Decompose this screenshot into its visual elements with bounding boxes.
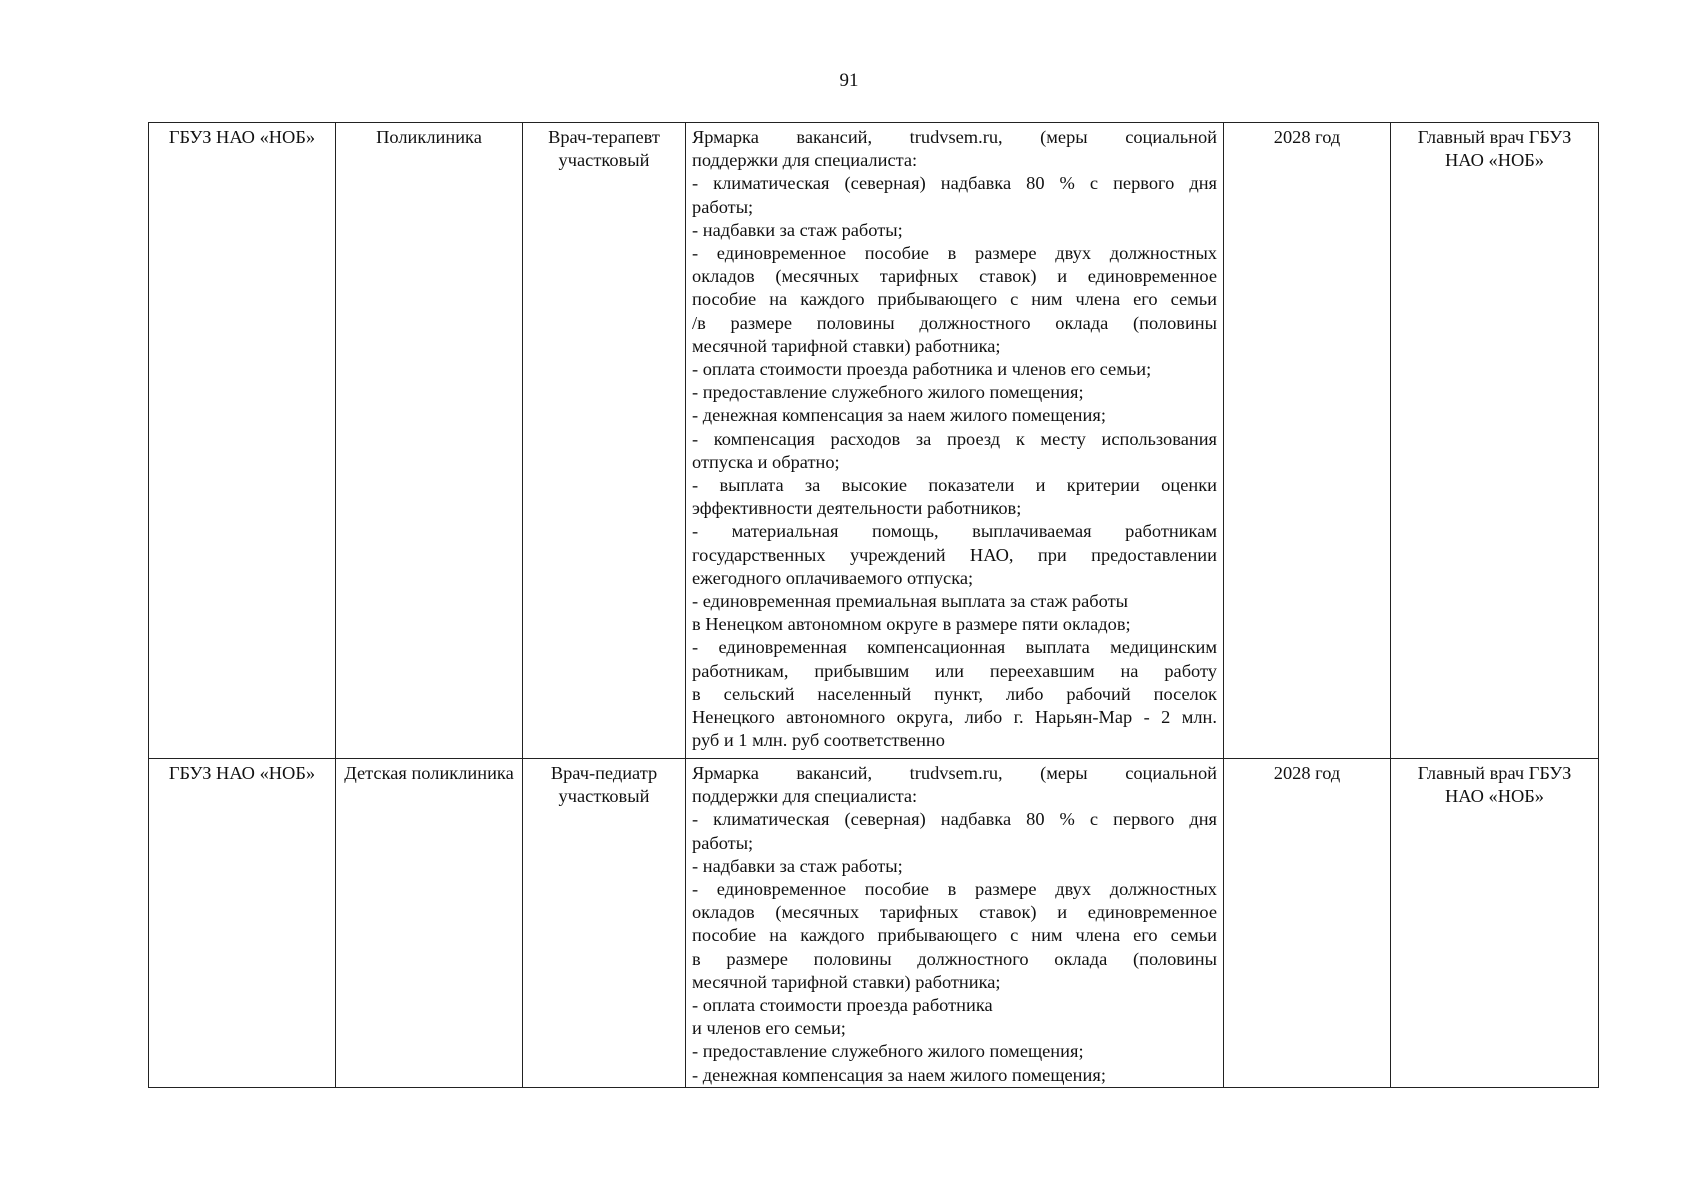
measure-line: - предоставление служебного жилого помещения; bbox=[692, 382, 1084, 403]
measure-line: - денежная компенсация за наем жилого помещения; bbox=[692, 405, 1106, 426]
measure-line: государственных учреждений НАО, при предоставлении bbox=[692, 544, 1217, 565]
measure-line: поддержки для специалиста: bbox=[692, 150, 918, 171]
measure-line: работы; bbox=[692, 196, 754, 217]
department-text: Поликлиника bbox=[376, 127, 482, 147]
organization-cell bbox=[149, 123, 336, 759]
measure-line: Ненецкого автономного округа, либо г. Нарьян-Мар - 2 млн. bbox=[692, 707, 1217, 728]
deadline-text: 2028 год bbox=[1273, 763, 1341, 783]
measures-cell bbox=[686, 123, 1224, 759]
measure-line: месячной тарифной ставки) работника; bbox=[692, 971, 1001, 992]
measure-line: - надбавки за стаж работы; bbox=[692, 219, 903, 240]
department-cell bbox=[336, 759, 523, 1088]
measure-line: - предоставление служебного жилого помещения; bbox=[692, 1041, 1084, 1062]
position-text: Врач-терапевт участковый bbox=[548, 127, 660, 171]
measure-line: - климатическая (северная) надбавка 80 % с первого дня bbox=[692, 173, 1217, 194]
measure-line: - оплата стоимости проезда работника и членов его семьи; bbox=[692, 359, 1152, 380]
measure-line: - материальная помощь, выплачиваемая работникам bbox=[692, 521, 1217, 542]
measure-line: руб и 1 млн. руб соответственно bbox=[692, 730, 945, 751]
deadline-text: 2028 год bbox=[1273, 127, 1341, 147]
measure-line: - компенсация расходов за проезд к месту использования bbox=[692, 428, 1217, 449]
measure-line: пособие на каждого прибывающего с ним члена его семьи bbox=[692, 925, 1217, 946]
position-text: Врач-педиатр участковый bbox=[550, 763, 658, 807]
responsible-cell bbox=[1391, 123, 1599, 759]
responsible-text: Главный врач ГБУЗ НАО «НОБ» bbox=[1417, 127, 1572, 171]
measures-table bbox=[148, 122, 1599, 1088]
position-cell bbox=[523, 759, 686, 1088]
measure-line: - надбавки за стаж работы; bbox=[692, 855, 903, 876]
measure-line: - единовременная премиальная выплата за стаж работы bbox=[692, 591, 1128, 612]
organization-text: ГБУЗ НАО «НОБ» bbox=[168, 763, 316, 783]
measure-line: в сельский населенный пункт, либо рабочий поселок bbox=[692, 683, 1217, 704]
responsible-text: Главный врач ГБУЗ НАО «НОБ» bbox=[1417, 763, 1572, 807]
deadline-cell bbox=[1224, 123, 1391, 759]
measure-line: Ярмарка вакансий, trudvsem.ru, (меры социальной bbox=[692, 763, 1217, 783]
measure-line: и членов его семьи; bbox=[692, 1018, 846, 1039]
measure-line: /в размере половины должностного оклада (половины bbox=[692, 312, 1217, 333]
measure-line: в размере половины должностного оклада (половины bbox=[692, 948, 1217, 969]
measure-line: - оплата стоимости проезда работника bbox=[692, 995, 993, 1016]
measure-line: эффективности деятельности работников; bbox=[692, 498, 1022, 519]
measure-line: месячной тарифной ставки) работника; bbox=[692, 335, 1001, 356]
organization-text: ГБУЗ НАО «НОБ» bbox=[168, 127, 316, 147]
measures-cell bbox=[686, 759, 1224, 1088]
measure-line: - денежная компенсация за наем жилого помещения; bbox=[692, 1064, 1106, 1085]
measure-line: работникам, прибывшим или переехавшим на работу bbox=[692, 660, 1217, 681]
organization-cell bbox=[149, 759, 336, 1088]
measure-line: отпуска и обратно; bbox=[692, 451, 840, 472]
measure-line: - единовременное пособие в размере двух должностных bbox=[692, 243, 1217, 264]
measure-line: работы; bbox=[692, 832, 754, 853]
measure-line: - единовременная компенсационная выплата медицинским bbox=[692, 637, 1217, 658]
measure-line: ежегодного оплачиваемого отпуска; bbox=[692, 567, 974, 588]
measure-line: в Ненецком автономном округе в размере пяти окладов; bbox=[692, 614, 1131, 635]
table-row bbox=[149, 759, 1599, 1088]
position-cell bbox=[523, 123, 686, 759]
measure-line: пособие на каждого прибывающего с ним члена его семьи bbox=[692, 289, 1217, 310]
measure-line: - климатическая (северная) надбавка 80 % с первого дня bbox=[692, 809, 1217, 830]
table-row bbox=[149, 123, 1599, 759]
measure-line: - единовременное пособие в размере двух должностных bbox=[692, 879, 1217, 900]
measure-line: - выплата за высокие показатели и критерии оценки bbox=[692, 475, 1217, 496]
measure-line: окладов (месячных тарифных ставок) и единовременное bbox=[692, 266, 1217, 287]
measure-line: Ярмарка вакансий, trudvsem.ru, (меры социальной bbox=[692, 127, 1217, 147]
responsible-cell bbox=[1391, 759, 1599, 1088]
page-number: 91 bbox=[839, 70, 859, 91]
department-text: Детская поликлиника bbox=[344, 763, 514, 783]
measure-line: окладов (месячных тарифных ставок) и единовременное bbox=[692, 902, 1217, 923]
department-cell bbox=[336, 123, 523, 759]
measure-line: поддержки для специалиста: bbox=[692, 786, 918, 807]
deadline-cell bbox=[1224, 759, 1391, 1088]
